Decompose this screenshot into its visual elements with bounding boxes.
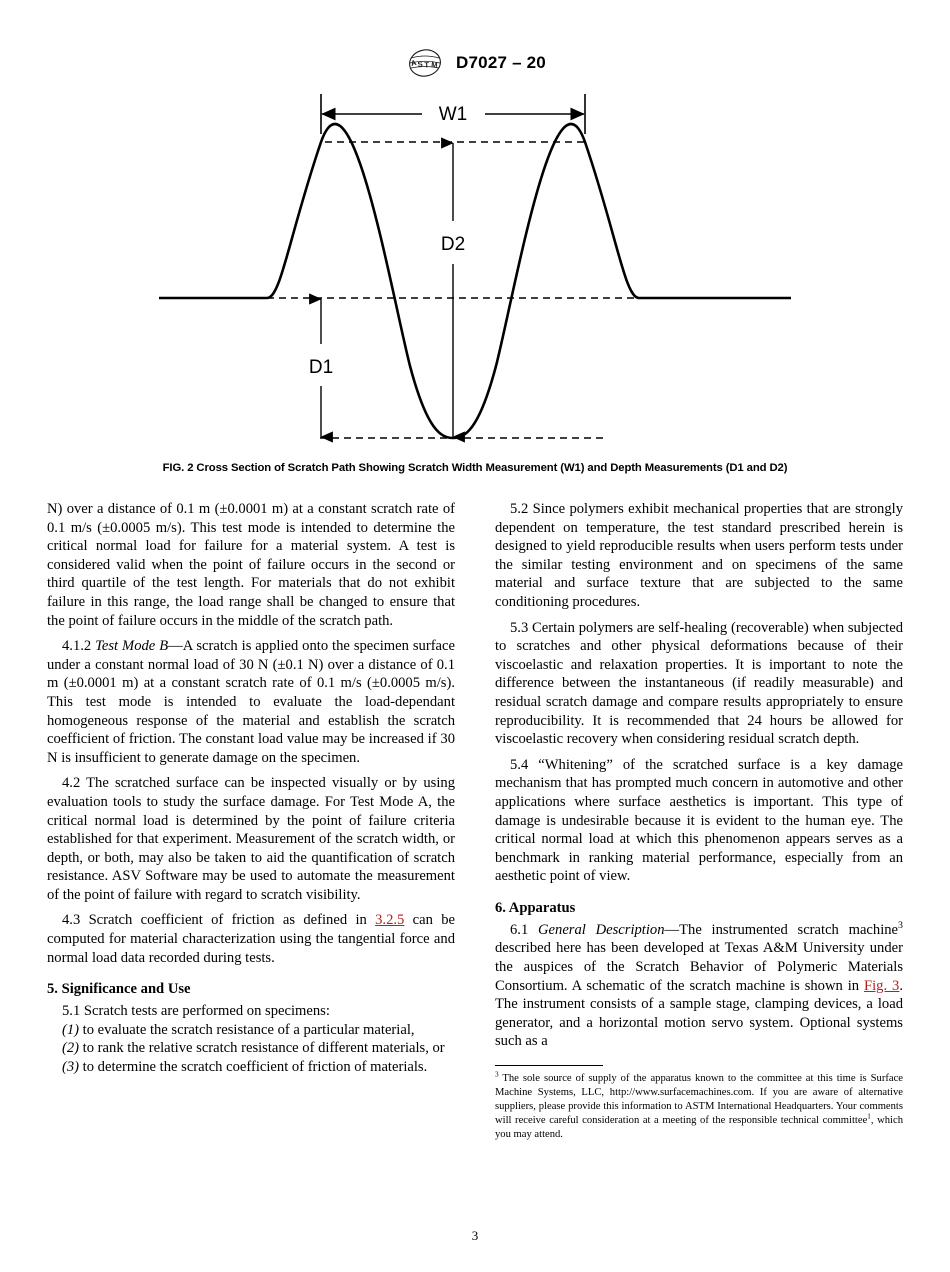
list-item-1-marker: (1) bbox=[62, 1021, 80, 1038]
w1-label: W1 bbox=[438, 104, 468, 125]
svg-text:M: M bbox=[430, 60, 438, 70]
left-column bbox=[47, 500, 455, 1142]
list-item-3-marker: (3) bbox=[62, 1059, 80, 1075]
page-header bbox=[0, 0, 950, 78]
d2-dimension bbox=[441, 143, 465, 437]
paragraph-4-3-tail: can be computed for material characterization using the tangential force and normal load data recorded during tests. bbox=[47, 912, 455, 966]
clause-number-4-1-2: 4.1.2 bbox=[62, 638, 92, 655]
paragraph-4-1-1-continued: N) over a distance of 0.1 m (±0.0001 m) at a constant scratch rate of 0.1 m/s (±0.0005 m/s). This test mode is intended to determine the critical normal load for failure for a material system. A test is considered valid when the point of failure occurs in the second or third quartile of the test length. For materials that do not exhibit failure in this range, the load range shall be changed to ensure that the point of failure occurs in the middle of the scratch path. bbox=[47, 501, 455, 629]
footnote-3-text-b: , which you may attend. bbox=[495, 1114, 903, 1140]
heading-6-apparatus: 6. Apparatus bbox=[495, 899, 576, 916]
d2-label: D2 bbox=[440, 234, 466, 255]
footnote-ref-3[interactable]: 3 bbox=[898, 919, 903, 931]
paragraph-4-1-2-text: —A scratch is applied onto the specimen surface under a constant normal load of 30 N (±0.1 N) over a distance of 0.1 m (±0.0001 m) at a constant scratch rate of 0.1 m/s (±0.0005 m/s). This test mode is intended to evaluate the load-dependant homogeneous response of the material and establish the scratch coefficient of friction. The constant load value may be increased if 30 N is insufficient to generate damage on the specimen. bbox=[47, 638, 455, 766]
paragraph-4-3 bbox=[47, 911, 455, 967]
paragraph-5-4: 5.4 “Whitening” of the scratched surface is a key damage mechanism that has prompted much concern in automotive and other applications where surface aesthetics is important. This type of damage is undesirable because it is evident to the human eye. The critical normal load at which this phenomenon appears serves as a benchmark in ranking material performance, especially from an aesthetic point of view. bbox=[495, 756, 903, 885]
list-item-2-marker: (2) bbox=[62, 1040, 80, 1057]
paragraph-6-1-part-b: described here has been developed at Texas A&M University under the auspices of the Scratch Behavior of Polymeric Materials Consortium. A schematic of the scratch machine is shown in bbox=[495, 940, 903, 994]
body-columns bbox=[47, 500, 903, 1142]
heading-5-significance-and-use: 5. Significance and Use bbox=[47, 981, 191, 998]
paragraph-6-1-part-a: —The instrumented scratch machine bbox=[664, 921, 899, 938]
list-item-1-text: to evaluate the scratch resistance of a particular material, bbox=[79, 1021, 415, 1038]
scratch-profile-curve bbox=[159, 124, 791, 438]
page-number: 3 bbox=[471, 1228, 479, 1243]
footnote-number-3: 3 bbox=[495, 1070, 499, 1079]
footnote-divider bbox=[495, 1065, 603, 1066]
paragraph-5-3: 5.3 Certain polymers are self-healing (recoverable) when subjected to scratches and other physical deformations because of their viscoelastic and relaxation properties. It is important to note the difference between the instantaneous (if readily measurable) and residual scratch damage and compare results appropriately to ensure reproducibility. It is recommended that 24 hours be allowed for viscoelastic recovery when considering residual scratch depth. bbox=[495, 619, 903, 748]
figure-2-block bbox=[0, 86, 950, 474]
svg-text:T: T bbox=[424, 60, 430, 70]
paragraph-6-1-part-c: . The instrument consists of a sample stage, clamping devices, a load generator, and a horizontal motion servo system. Optional systems such as a bbox=[495, 977, 904, 1050]
paragraph-5-1: 5.1 Scratch tests are performed on specimens: bbox=[62, 1003, 330, 1020]
clause-number-6-1: 6.1 bbox=[510, 921, 529, 938]
footnote-number-1: 1 bbox=[867, 1112, 871, 1121]
standard-designation: D7027 – 20 bbox=[456, 53, 546, 72]
paragraph-6-1 bbox=[495, 921, 903, 1051]
paragraph-4-2: 4.2 The scratched surface can be inspected visually or by using evaluation tools to study the surface damage. For Test Mode A, the critical normal load is determined by the point of failure criteria established for that experiment. Measurement of the scratch width, or depth, or both, may also be taken to aid the quantification of scratch resistance. ASV Software may be used to automate the measurement of the point of failure with regard to scratch visibility. bbox=[47, 775, 455, 903]
d1-dimension bbox=[309, 299, 333, 437]
w1-dimension bbox=[322, 104, 584, 125]
footnote-block bbox=[495, 1065, 903, 1142]
list-item-3-text: to determine the scratch coefficient of friction of materials. bbox=[79, 1059, 428, 1075]
cross-reference-fig-3[interactable]: Fig. 3 bbox=[864, 977, 900, 994]
paragraph-4-3-lead: 4.3 Scratch coefficient of friction as defined in bbox=[62, 912, 376, 929]
svg-text:S: S bbox=[417, 59, 424, 69]
footnote-3-text-a: The sole source of supply of the apparatus known to the committee at this time is Surface Machine Systems, LLC, http://www.surfacemachines.com. If you are aware of alternative suppliers, please provide this information to ASTM International Headquarters. Your comments will receive careful consideration at a meeting of the responsible technical committee bbox=[495, 1073, 903, 1126]
scratch-cross-section-diagram bbox=[155, 86, 795, 456]
list-item-2-text: to rank the relative scratch resistance of different materials, or bbox=[79, 1040, 445, 1057]
general-description-title: General Description bbox=[538, 921, 665, 938]
list-item-3 bbox=[47, 1058, 455, 1077]
list-item-1 bbox=[47, 1021, 455, 1040]
d1-label: D1 bbox=[308, 357, 334, 378]
figure-caption: FIG. 2 Cross Section of Scratch Path Showing Scratch Width Measurement (W1) and Depth Measurements (D1 and D2) bbox=[162, 462, 788, 474]
list-item-2 bbox=[47, 1039, 455, 1058]
cross-reference-3-2-5[interactable]: 3.2.5 bbox=[375, 912, 405, 929]
footnote-3 bbox=[495, 1072, 903, 1142]
svg-text:A: A bbox=[410, 58, 418, 68]
paragraph-5-2: 5.2 Since polymers exhibit mechanical properties that are strongly dependent on temperature, the test standard prescribed herein is designed to yield reproducible results when users perform tests under the similar testing environment and on specimens of the same material and surface texture that are subjected to the same conditioning procedures. bbox=[495, 501, 903, 610]
right-column bbox=[495, 500, 903, 1142]
paragraph-4-1-2 bbox=[47, 637, 455, 767]
astm-logo-icon bbox=[404, 48, 446, 78]
test-mode-b-title: Test Mode B bbox=[95, 638, 169, 655]
